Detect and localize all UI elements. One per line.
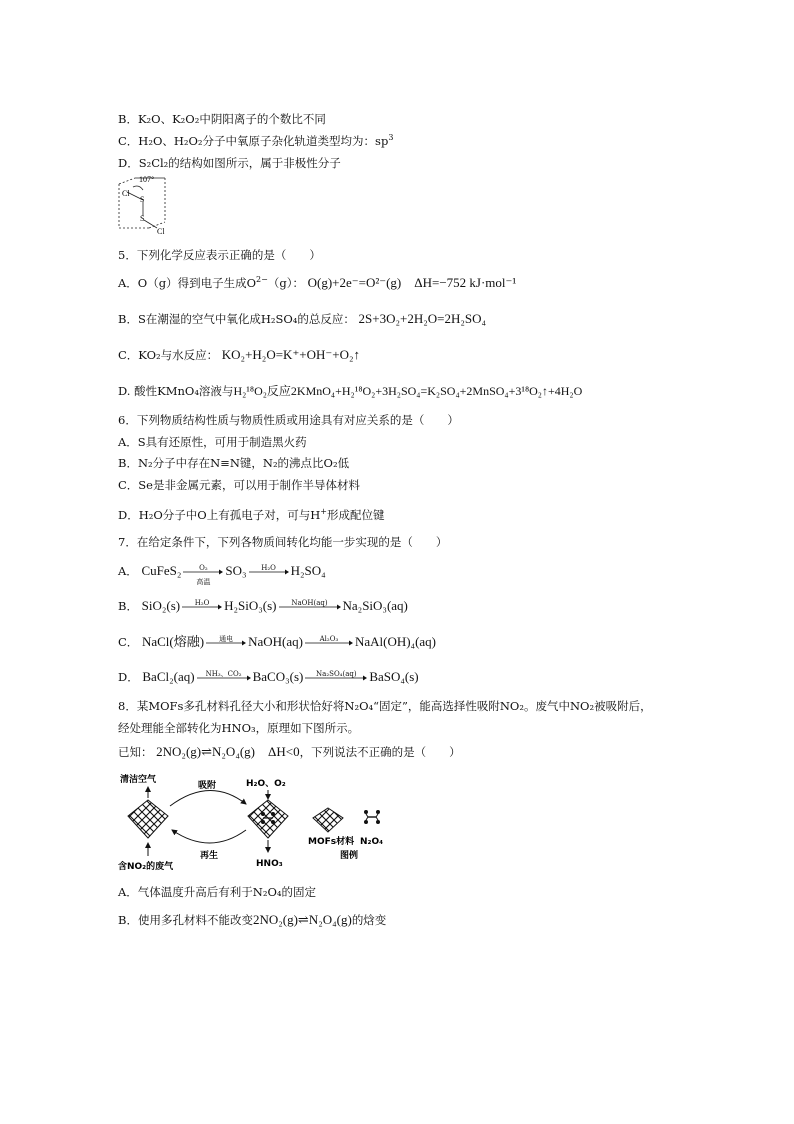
q7-option-d-label: D． [118, 670, 139, 684]
s2cl2-cl-top-label: Cl [122, 189, 130, 198]
q7-option-c-arrow-2 [305, 635, 353, 647]
q7-option-b-arrow-2-condition: NaOH(aq) [291, 599, 328, 607]
q7-option-c-arrow-1 [206, 635, 246, 647]
regen-label: 再生 [200, 851, 219, 861]
q8-stem-line-2: 经处理能全部转化为HNO₃，原理如下图所示。 [118, 721, 360, 735]
q8-known-post: ，下列说法不正确的是（ ） [299, 745, 461, 759]
q8-known-condition [118, 744, 461, 760]
q8-option-b-text: B．使用多孔材料不能改变 [118, 913, 253, 927]
s2cl2-structure-diagram [113, 172, 175, 238]
q6-option-b: B．N₂分子中存在N≡N键，N₂的沸点比O₂低 [118, 456, 350, 470]
q7-option-b [118, 598, 408, 614]
q7-option-a-label: A． [118, 564, 138, 578]
regen-arrow-icon [172, 830, 246, 843]
q7-option-b-arrow-2 [279, 599, 341, 611]
q7-option-d-reactant: BaCl₂(aq) [142, 669, 195, 684]
q7-option-a [118, 563, 326, 586]
q8-option-b-equation: 2NO₂(g)⇌N₂O₄(g) [252, 912, 352, 927]
q7-option-b-label: B． [118, 599, 138, 613]
h2o-o2-label: H₂O、O₂ [246, 779, 286, 789]
q7-option-a-reactant: CuFeS₂ [141, 563, 182, 578]
q7-option-b-arrow-1 [182, 599, 222, 611]
s2cl2-s-top-label: S [140, 195, 145, 204]
q7-option-a-arrow-2 [249, 564, 289, 576]
q7-option-c-arrow-1-condition: 通电 [219, 635, 234, 643]
q7-option-d-arrow-1 [197, 670, 251, 682]
q7-option-b-product: Na₂SiO₃(aq) [342, 598, 408, 613]
q6-option-d-post: 形成配位键 [326, 508, 385, 522]
q7-option-d-product: BaSO₄(s) [369, 669, 419, 684]
q7-option-a-arrow-2-condition: H₂O [261, 564, 276, 572]
q5-option-b-text: B．S在潮湿的空气中氧化成H₂SO₄的总反应： [118, 312, 355, 326]
q4-option-c [118, 133, 393, 149]
q7-option-b-reactant: SiO₂(s) [141, 598, 181, 613]
q7-option-c-arrow-2-condition: Al₂O₃ [319, 635, 339, 643]
q5-option-c-equation: KO₂+H₂O=K⁺+OH⁻+O₂↑ [221, 347, 361, 362]
q5-option-b [118, 311, 486, 327]
q5-option-d-equation: H₂¹⁸O₂反应2KMnO₄+H₂¹⁸O₂+3H₂SO₄=K₂SO₄+2MnSO₄+3¹⁸O₂↑+4H₂O [233, 384, 583, 398]
s2cl2-angle-label: 107° [139, 175, 155, 184]
q7-option-d-intermediate: BaCO₃(s) [252, 669, 304, 684]
q7-option-a-product: H₂SO₄ [290, 563, 326, 578]
q6-option-c: C．Se是非金属元素，可以用于制作半导体材料 [118, 478, 360, 492]
q5-option-c-text: C．KO₂与水反应： [118, 348, 219, 362]
q8-option-b-post: 的焓变 [351, 913, 387, 927]
q5-option-a [118, 275, 516, 291]
legend-mof-icon [313, 808, 343, 832]
q7-option-a-intermediate: SO₃ [225, 563, 247, 578]
q6-option-d [118, 507, 384, 523]
q4-option-b: B．K₂O、K₂O₂中阴阳离子的个数比不同 [118, 112, 326, 126]
mof-material-left-icon [128, 800, 168, 838]
q5-option-a-text: A．O（g）得到电子生成O [118, 276, 257, 290]
q7-option-c-intermediate: NaOH(aq) [248, 634, 303, 649]
legend-mof-label: MOFs材料 [308, 837, 355, 847]
q7-option-c-reactant: NaCl(熔融) [141, 634, 205, 649]
q7-option-a-arrow-1-condition: O₂ [199, 564, 208, 572]
q8-option-b [118, 912, 386, 928]
q7-option-a-arrow-1-condition-bottom: 高温 [196, 578, 211, 586]
q5-option-a-equation: O(g)+2e⁻=O²⁻(g) ΔH=−752 kJ·mol⁻¹ [307, 275, 517, 290]
q5-option-c [118, 347, 360, 363]
q7-option-b-intermediate: H₂SiO₃(s) [224, 598, 277, 613]
q7-option-d-arrow-2 [305, 670, 367, 682]
q8-known-label: 已知： [118, 745, 153, 759]
s2cl2-cl-bottom-label: Cl [157, 227, 165, 236]
legend-n2o4-label: N₂O₄ [360, 837, 384, 847]
adsorb-arrow-icon [170, 790, 246, 806]
q4-option-d: D．S₂Cl₂的结构如图所示，属于非极性分子 [118, 156, 341, 170]
q8-option-a: A．气体温度升高后有利于N₂O₄的固定 [118, 885, 317, 899]
q7-option-d-arrow-2-condition: Na₂SO₄(aq) [316, 670, 357, 678]
mof-material-right-icon [248, 800, 288, 838]
q4-option-c-text: C．H₂O、H₂O₂分子中氧原子杂化轨道类型均为：sp [118, 134, 389, 148]
q5-option-a-sup: 2− [256, 275, 268, 285]
q7-option-c-label: C． [118, 635, 139, 649]
clean-air-label: 清洁空气 [120, 775, 157, 785]
q4-option-c-sup: 3 [388, 133, 394, 143]
q5-stem: 5．下列化学反应表示正确的是（ ） [118, 248, 321, 262]
q6-option-d-sup: + [320, 507, 327, 517]
q7-option-a-arrow-1 [183, 564, 223, 586]
mofs-adsorption-diagram [118, 772, 398, 876]
s2cl2-s-bottom-label: S [140, 214, 145, 223]
q5-option-a-mid: （g）： [267, 276, 304, 290]
q7-option-d [118, 669, 419, 685]
q5-option-d [118, 383, 582, 399]
q6-option-a: A．S具有还原性，可用于制造黑火药 [118, 435, 307, 449]
q7-stem: 7．在给定条件下，下列各物质间转化均能一步实现的是（ ） [118, 535, 448, 549]
q5-option-b-equation: 2S+3O₂+2H₂O=2H₂SO₄ [358, 311, 487, 326]
q8-stem-line-1: 8．某MOFs多孔材料孔径大小和形状恰好将N₂O₄“固定”，能高选择性吸附NO₂。废气中NO₂被吸附后， [118, 699, 652, 713]
hno3-label: HNO₃ [256, 859, 283, 869]
adsorb-label: 吸附 [198, 781, 217, 791]
waste-gas-label: 含NO₂的废气 [118, 862, 174, 872]
q8-known-equation: 2NO₂(g)⇌N₂O₄(g) ΔH<0 [156, 744, 300, 759]
q6-stem: 6．下列物质结构性质与物质性质或用途具有对应关系的是（ ） [118, 413, 459, 427]
legend-n2o4-icon [364, 810, 380, 824]
q7-option-b-arrow-1-condition: H₂O [194, 599, 210, 607]
q5-option-d-text: D. 酸性KMnO₄溶液与 [118, 384, 234, 398]
q7-option-c-product: NaAl(OH)₄(aq) [354, 634, 437, 649]
q7-option-c [118, 634, 436, 650]
q7-option-d-arrow-1-condition: NH₃、CO₂ [205, 670, 242, 678]
legend-title: 图例 [340, 851, 359, 861]
q6-option-d-text: D．H₂O分子中O上有孤电子对，可与H [118, 508, 321, 522]
